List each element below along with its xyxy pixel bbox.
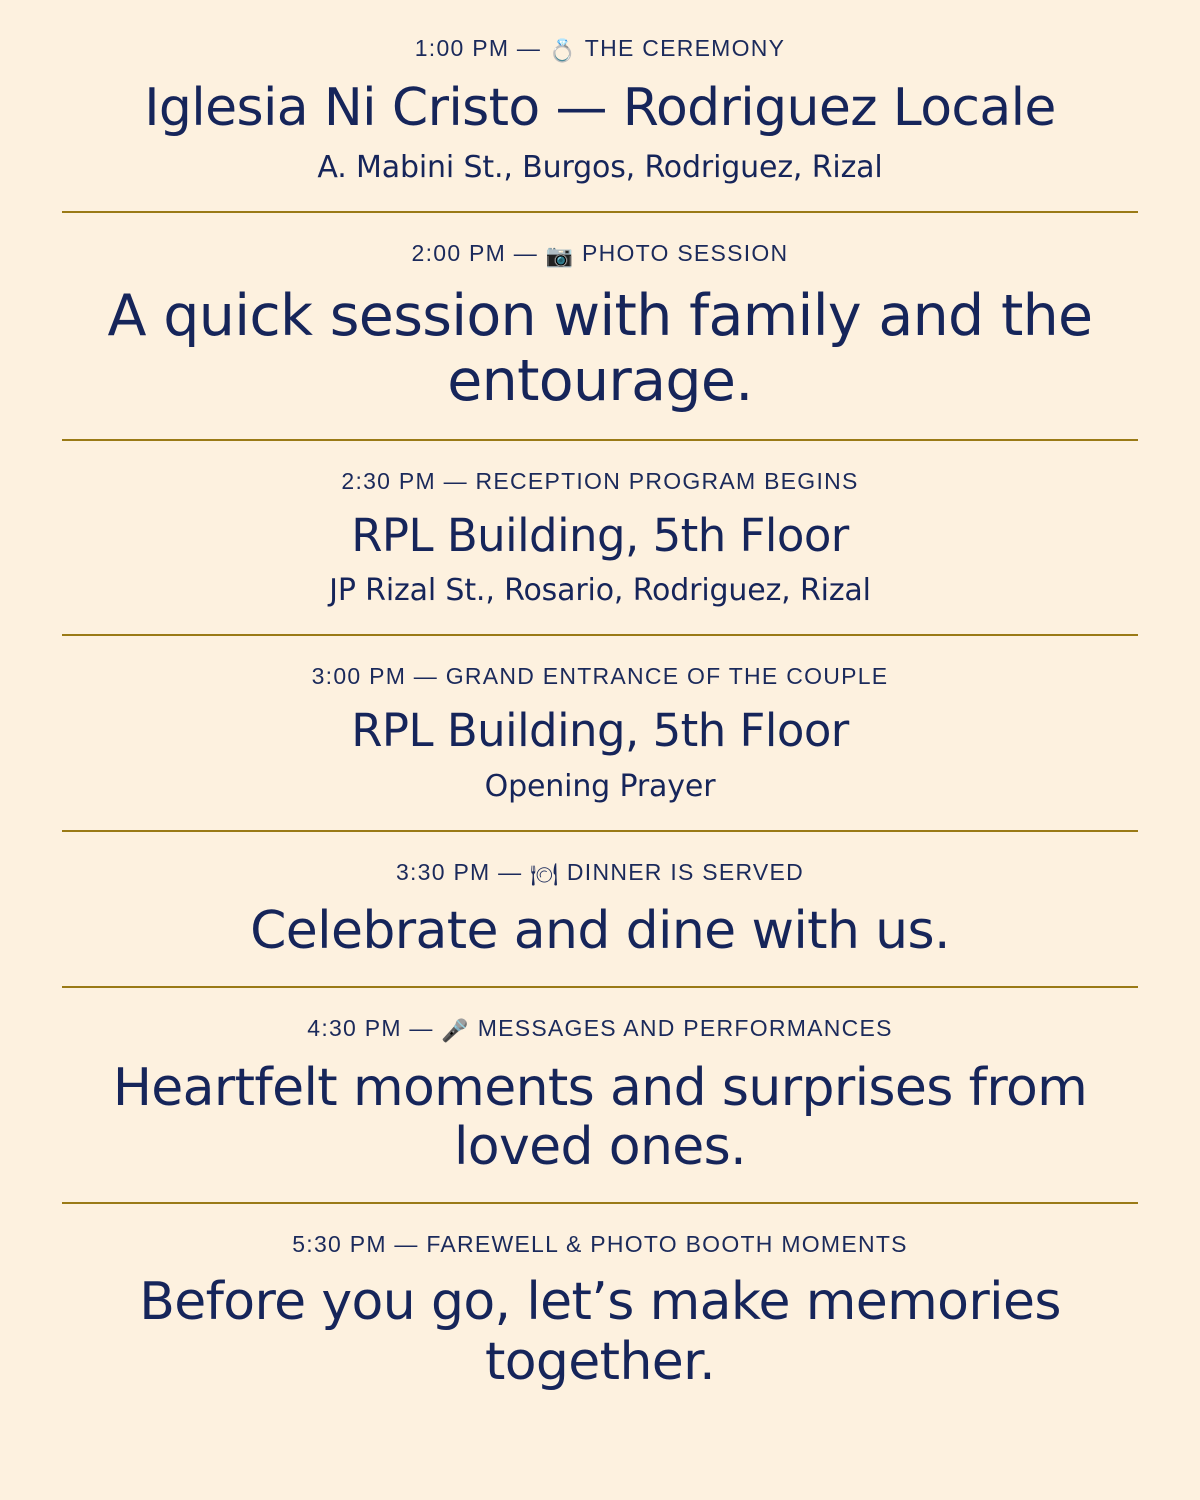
event-time: 5:30 PM — [292,1231,427,1258]
event-subtitle: A. Mabini St., Burgos, Rodriguez, Rizal [317,150,883,186]
event-time: 4:30 PM — [307,1015,442,1042]
event-time-row [62,467,1138,496]
event-label: FAREWELL & PHOTO BOOTH MOMENTS [426,1231,908,1258]
event-title: RPL Building, 5th Floor [351,508,849,562]
event-title: RPL Building, 5th Floor [351,704,849,758]
event-title: Before you go, let’s make memories together. [139,1272,1061,1392]
timeline-event [62,1014,1138,1178]
event-label: GRAND ENTRANCE OF THE COUPLE [445,663,889,690]
microphone-icon: 🎤 [441,1018,471,1044]
event-time-row [62,34,1138,65]
event-time-row [62,858,1138,889]
event-label: MESSAGES AND PERFORMANCES [477,1015,893,1042]
timeline-event [62,34,1138,187]
event-title: A quick session with family and the entourage. [107,282,1093,415]
event-label: PHOTO SESSION [581,240,789,267]
event-time: 2:00 PM — [411,240,546,267]
camera-icon: 📷 [545,243,575,269]
event-subtitle: JP Rizal St., Rosario, Rodriguez, Rizal [329,573,871,609]
event-time-row [62,1014,1138,1045]
event-time: 2:30 PM — [341,467,476,494]
event-time-row [62,662,1138,691]
event-label: THE CEREMONY [584,35,786,61]
event-time: 3:00 PM — [311,663,446,690]
event-time-row [62,239,1138,270]
timeline-event [62,1230,1138,1392]
event-time: 1:00 PM — [414,35,549,61]
event-title: Iglesia Ni Cristo — Rodriguez Locale [144,77,1056,138]
event-subtitle: Opening Prayer [484,768,716,804]
timeline-event [62,467,1138,611]
ring-icon: 💍 [548,38,578,63]
event-label: DINNER IS SERVED [566,858,805,885]
cutlery-icon: 🍽 [530,861,560,887]
timeline-event [62,662,1138,806]
event-label: RECEPTION PROGRAM BEGINS [475,467,859,494]
timeline-event [62,239,1138,415]
event-time: 3:30 PM — [395,858,531,885]
timeline-event [62,858,1138,962]
event-title: Celebrate and dine with us. [250,901,950,962]
event-title: Heartfelt moments and surprises from loved ones. [112,1057,1088,1178]
event-time-row [62,1230,1138,1259]
